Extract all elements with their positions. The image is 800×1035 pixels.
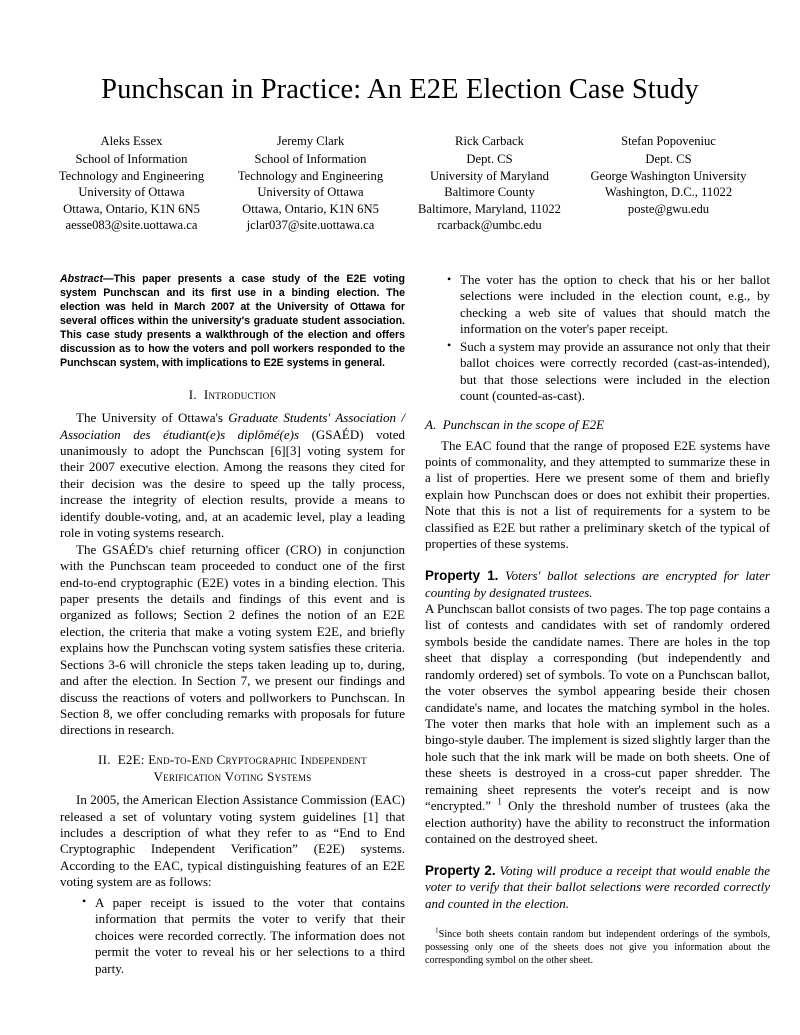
author-4 <box>579 133 758 217</box>
author-1 <box>42 133 221 234</box>
section-heading-introduction <box>60 387 405 404</box>
subsection-label: A. <box>425 416 437 432</box>
section-title-line-1: E2E: End-to-End Cryptographic Independent <box>117 751 367 767</box>
property-1-statement: Voters' ballot selections are encrypted for later counting by designated trustees. <box>425 567 770 600</box>
subsection-a-paragraph-1: The EAC found that the range of proposed E2E systems have points of commonality, and they attempted to summarize these in a list of properties. Here we present some of them and briefly explain how Punchscan does or does not exhibit their properties. Note that this is not a list of requirements for a system to be classified as E2E but rather a preliminary sketch of the typical of properties of these systems. <box>425 437 770 552</box>
property-1-label: Property 1. <box>425 567 499 583</box>
subsection-title: Punchscan in the scope of E2E <box>442 416 605 432</box>
property-2-label: Property 2. <box>425 862 496 878</box>
author-affiliation-line: University of Ottawa <box>78 185 185 200</box>
abstract-text: This paper presents a case study of the E2E voting system Punchscan and its first use in a binding election. The election was held in March 2007 at the University of Ottawa for several offices within the university's graduate student association. This case study presents a walkthrough of the election and offers discussion as to how the voters and poll workers responded to the Punchscan system, with implications to E2E systems in general. <box>60 273 405 370</box>
intro-paragraph-1 <box>60 410 405 542</box>
author-name: Jeremy Clark <box>276 134 345 149</box>
association-name-italic: Graduate Students' Association / Association des étudiant(e)s diplômé(e)s <box>60 410 405 442</box>
property-2-block <box>425 863 770 913</box>
author-email: poste@gwu.edu <box>627 201 710 216</box>
author-name: Aleks Essex <box>100 134 163 149</box>
author-2 <box>221 133 400 234</box>
author-affiliation-line: Ottawa, Ontario, K1N 6N5 <box>63 201 200 216</box>
section-title-line-2: Verification Voting Systems <box>153 768 312 784</box>
footnote-number: 1 <box>435 925 439 935</box>
section-heading-e2e <box>60 752 405 785</box>
property-1-body <box>425 601 770 848</box>
author-affiliation-line: University of Maryland <box>430 168 549 183</box>
author-name: Stefan Popoveniuc <box>621 134 716 149</box>
section-number: II. <box>98 751 111 767</box>
section-title: Introduction <box>203 386 277 402</box>
list-item: • The voter has the option to check that his or her ballot selections were included in the election count, e.g., by checking a web site of values that should match the information on the voter's paper receipt. <box>447 272 770 338</box>
author-affiliation-line: Baltimore, Maryland, 11022 <box>418 201 561 216</box>
abstract <box>60 272 405 371</box>
intro-p1-part-b: (GSAÉD) voted unanimously to adopt the Punchscan [6][3] voting system for their 2007 executive election. Among the reasons they cited for their decision was the desire to speed up the tally process, increase the integrity of election results, provide a means to identify double-voting, and, at an academic level, play a leading role in voting systems research. <box>60 426 405 541</box>
e2e-feature-list-right <box>425 272 770 405</box>
author-3 <box>400 133 579 234</box>
intro-paragraph-2: The GSAÉD's chief returning officer (CRO) in conjunction with the Punchscan team proceeded to conduct one of the first end-to-end cryptographic (E2E) votes in a binding election. This paper presents the details and findings of this event and is organized as follows; Section 2 defines the notion of an E2E election, the criteria that make a voting system E2E, and briefly explains how the Punchscan voting system satisfies these criteria. Sections 3-6 will chronicle the steps taken leading up to, during, and after the election. In Section 7, we present our findings and discuss the reactions of voters and pollworkers to Punchscan. In Section 8, we offer concluding remarks with proposals for future directions in research. <box>60 541 405 738</box>
footnote-text: Since both sheets contain random but independent orderings of the symbols, possessing only one of the sheets does not give you information about the corresponding symbol on the other sheet. <box>425 929 770 967</box>
author-affiliation-line: School of Information <box>254 151 367 166</box>
author-affiliation-line: George Washington University <box>590 168 747 183</box>
page-title: Punchscan in Practice: An E2E Election Case Study <box>101 74 699 105</box>
two-column-body <box>0 272 800 978</box>
list-item: • Such a system may provide an assurance not only that their ballot choices were correctly recorded (cast-as-intended), but that those selections were included in the election count (counted-as-cast). <box>447 339 770 405</box>
author-affiliation-line: Washington, D.C., 11022 <box>604 185 733 200</box>
subsection-heading-punchscan-scope <box>425 417 770 433</box>
property-1-block <box>425 568 770 601</box>
property-1-body-part-b: Only the threshold number of trustees (aka the election authority) have the ability to reconstruct the information contained on the destroyed sheet. <box>425 798 771 847</box>
author-affiliation-line: School of Information <box>75 151 188 166</box>
left-column <box>60 272 405 978</box>
author-affiliation-line: Dept. CS <box>466 151 513 166</box>
section2-paragraph-1: In 2005, the American Election Assistance Commission (EAC) released a set of voluntary voting system guidelines [1] that includes a description of what they refer to as “End to End Cryptographic Independent Verification” (E2E) systems. According to the EAC, typical distinguishing features of an E2E voting system are as follows: <box>60 792 405 890</box>
footnote-marker-inline: 1 <box>497 797 502 808</box>
author-affiliation-line: Baltimore County <box>444 185 535 200</box>
e2e-feature-list-left <box>60 895 405 977</box>
author-affiliation-line: Dept. CS <box>645 151 692 166</box>
author-name: Rick Carback <box>455 134 524 149</box>
author-affiliation-line: Technology and Engineering <box>58 168 205 183</box>
author-email: aesse083@site.uottawa.ca <box>65 218 198 233</box>
author-email: rcarback@umbc.edu <box>437 218 542 233</box>
footnote-1 <box>425 925 770 968</box>
list-item: • A paper receipt is issued to the voter that contains information that permits the voter to verify that their choices were recorded correctly. The information does not permit the voter to reveal his or her selections to a third party. <box>82 895 405 977</box>
intro-p1-part-a: The University of Ottawa's <box>76 410 229 426</box>
author-block <box>0 133 800 234</box>
right-column <box>425 272 770 978</box>
property-1-body-part-a: A Punchscan ballot consists of two pages. The top page contains a list of contests and candidates with set of randomly ordered symbols beside the candidate names. There are holes in the top sheet that display a corresponding (but independently and randomly ordered) set of symbols. To vote on a Punchscan ballot, the voter observes the symbol appearing beside their chosen candidate's name, and locates the matching symbol in the holes. The voter then marks that hole with an implement such as a bingo-style dauber. The implement is sized slightly larger than the hole such that the ink mark will be made on both sheets. One of these sheets is destroyed in a cross-cut paper shredder. The remaining sheet represents the voter's receipt and is now “encrypted.” <box>425 600 770 814</box>
author-affiliation-line: University of Ottawa <box>257 185 364 200</box>
abstract-label: Abstract— <box>60 273 114 285</box>
property-2-statement: Voting will produce a receipt that would enable the voter to verify that their ballot selections were recorded correctly and counted in the election. <box>425 862 771 911</box>
author-email: jclar037@site.uottawa.ca <box>246 218 375 233</box>
section-number: I. <box>188 386 197 402</box>
author-affiliation-line: Ottawa, Ontario, K1N 6N5 <box>242 201 379 216</box>
author-affiliation-line: Technology and Engineering <box>237 168 384 183</box>
